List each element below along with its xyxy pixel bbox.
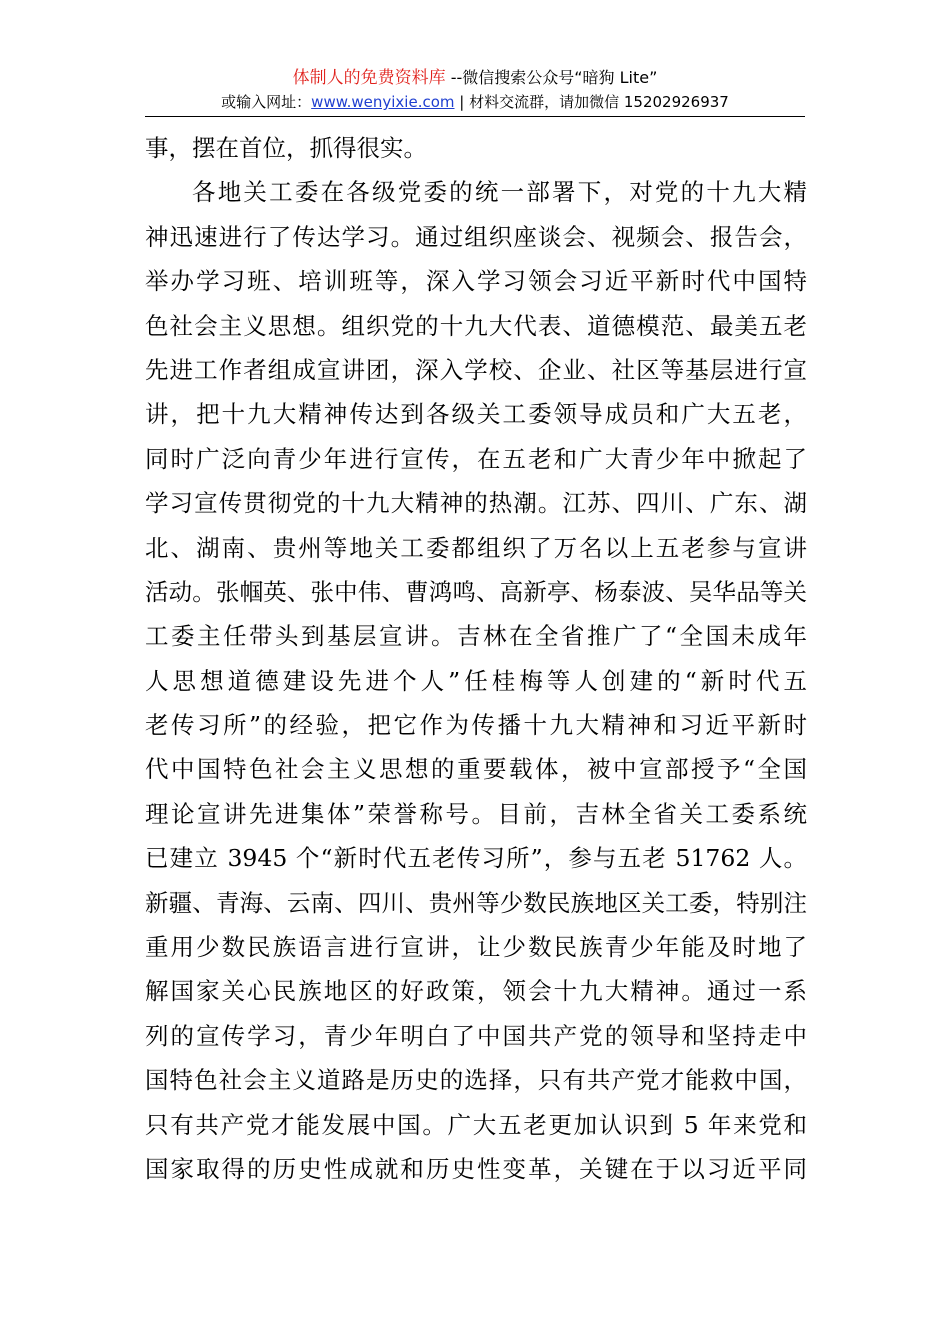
header-suffix: | 材料交流群，请加微信 15202926937 [454, 93, 729, 111]
text-line: 只有共产党才能发展中国。广大五老更加认识到 5 年来党和 [145, 1110, 807, 1139]
text-line: 先进工作者组成宣讲团，深入学校、企业、社区等基层进行宣 [145, 355, 807, 384]
document-body [145, 126, 807, 1191]
text-line: 代中国特色社会主义思想的重要载体，被中宣部授予“全国 [145, 755, 807, 784]
text-line: 已建立 3945 个“新时代五老传习所”，参与五老 51762 人。 [145, 844, 807, 873]
text-line: 重用少数民族语言进行宣讲，让少数民族青少年能及时地了 [145, 933, 807, 962]
text-line: 工委主任带头到基层宣讲。吉林在全省推广了“全国未成年 [145, 622, 807, 651]
text-line: 神迅速进行了传达学习。通过组织座谈会、视频会、报告会， [145, 222, 807, 251]
text-line: 列的宣传学习，青少年明白了中国共产党的领导和坚持走中 [145, 1021, 807, 1050]
text-line: 活动。张帼英、张中伟、曹鸿鸣、高新亭、杨泰波、吴华品等关 [145, 577, 807, 606]
header-tagline: --微信搜索公众号“暗狗 Lite” [445, 68, 658, 87]
header-brand: 体制人的免费资料库 [292, 68, 446, 88]
text-line: 同时广泛向青少年进行宣传，在五老和广大青少年中掀起了 [145, 444, 807, 473]
text-line: 北、湖南、贵州等地关工委都组织了万名以上五老参与宣讲 [145, 533, 807, 562]
header-line-1 [145, 66, 805, 90]
text-line: 国家取得的历史性成就和历史性变革，关键在于以习近平同 [145, 1154, 807, 1183]
text-line: 人思想道德建设先进个人”任桂梅等人创建的“新时代五 [145, 666, 807, 695]
text-line: 老传习所”的经验，把它作为传播十九大精神和习近平新时 [145, 711, 807, 740]
text-line: 各地关工委在各级党委的统一部署下，对党的十九大精 [192, 178, 807, 207]
text-line: 国特色社会主义道路是历史的选择，只有共产党才能救中国， [145, 1066, 807, 1095]
text-line: 学习宣传贯彻党的十九大精神的热潮。江苏、四川、广东、湖 [145, 489, 807, 518]
header-url-prefix: 或输入网址： [221, 93, 312, 111]
page-header [145, 66, 805, 114]
text-line: 解国家关心民族地区的好政策，领会十九大精神。通过一系 [145, 977, 807, 1006]
text-line: 新疆、青海、云南、四川、贵州等少数民族地区关工委，特别注 [145, 888, 807, 917]
text-line: 色社会主义思想。组织党的十九大代表、道德模范、最美五老 [145, 311, 807, 340]
text-line: 事，摆在首位，抓得很实。 [145, 134, 427, 162]
text-line: 理论宣讲先进集体”荣誉称号。目前，吉林全省关工委系统 [145, 799, 807, 828]
header-url-link[interactable]: www.wenyixie.com [311, 93, 455, 111]
text-line: 举办学习班、培训班等，深入学习领会习近平新时代中国特 [145, 267, 807, 296]
header-line-2 [145, 90, 805, 114]
header-divider [145, 116, 805, 117]
text-line: 讲，把十九大精神传达到各级关工委领导成员和广大五老， [145, 400, 807, 429]
